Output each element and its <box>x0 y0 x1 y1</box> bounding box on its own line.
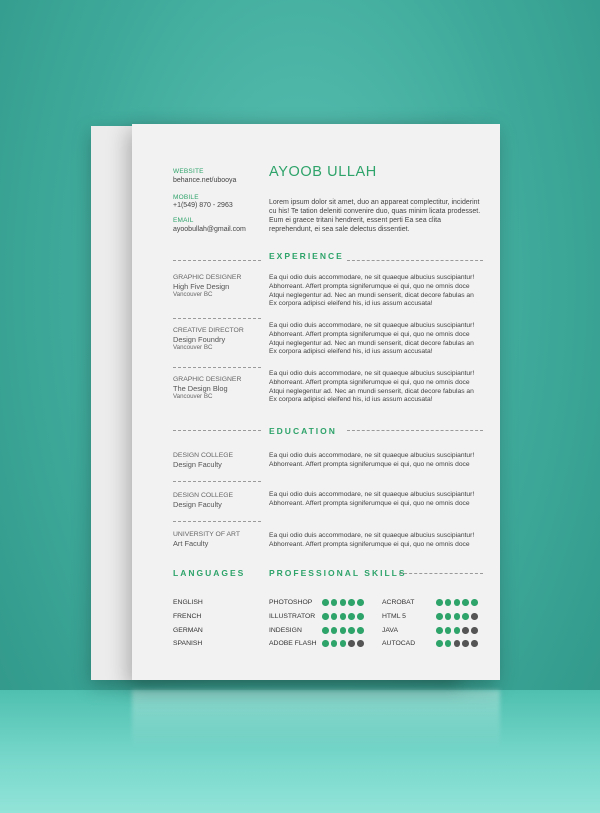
faculty-name: Design Faculty <box>173 460 222 469</box>
rating-dot-filled <box>340 613 347 620</box>
experience-item-2-desc: Ea qui odio duis accommodare, ne sit quaeque albucius suscipiantur! Abhorreant. Affert prompta signiferumque ei qui, quo ne omnis doce Atqui neglegentur ad. Nec an mundi senserit, dicat decore fabulas an Ex corpora adipisci eleifend his, id ius assum accusata! <box>269 322 475 356</box>
skills-rule <box>399 573 483 574</box>
language-item: SPANISH <box>173 640 203 647</box>
rating-dot-filled <box>445 599 452 606</box>
skill-rating <box>436 640 478 647</box>
skill-rating <box>322 613 364 620</box>
experience-item-3-desc: Ea qui odio duis accommodare, ne sit quaeque albucius suscipiantur! Abhorreant. Affert prompta signiferumque ei qui, quo ne omnis doce Atqui neglegentur ad. Nec an mundi senserit, dicat decore fabulas an Ex corpora adipisci eleifend his, id ius assum accusata! <box>269 370 475 404</box>
experience-divider-2 <box>173 367 261 368</box>
languages-heading: LANGUAGES <box>173 568 246 578</box>
faculty-name: Design Faculty <box>173 500 222 509</box>
education-item-1-desc: Ea qui odio duis accommodare, ne sit quaeque albucius suscipiantur! Abhorreant. Affert prompta signiferumque ei qui, quo ne omnis doce <box>269 452 475 468</box>
rating-dot-filled <box>436 613 443 620</box>
education-item-2-meta <box>173 491 263 509</box>
education-rule-right <box>347 430 483 431</box>
faculty-name: Art Faculty <box>173 539 209 548</box>
website-label: WEBSITE <box>173 168 204 175</box>
skill-name: HTML 5 <box>382 613 406 620</box>
rating-dot-filled <box>445 640 452 647</box>
rating-dot-filled <box>340 640 347 647</box>
skill-name: PHOTOSHOP <box>269 599 313 606</box>
rating-dot-empty <box>471 613 478 620</box>
rating-dot-empty <box>348 640 355 647</box>
job-title: GRAPHIC DESIGNER <box>173 376 242 383</box>
rating-dot-filled <box>322 613 329 620</box>
rating-dot-filled <box>331 599 338 606</box>
mobile-label: MOBILE <box>173 194 199 201</box>
rating-dot-filled <box>436 599 443 606</box>
education-item-2-desc: Ea qui odio duis accommodare, ne sit quaeque albucius suscipiantur! Abhorreant. Affert prompta signiferumque ei qui, quo ne omnis doce <box>269 491 475 507</box>
language-item: FRENCH <box>173 613 202 620</box>
rating-dot-filled <box>445 627 452 634</box>
rating-dot-filled <box>322 640 329 647</box>
skill-name: JAVA <box>382 627 398 634</box>
job-location: Vancouver BC <box>173 393 213 400</box>
experience-heading: EXPERIENCE <box>269 251 344 261</box>
skill-rating <box>436 627 478 634</box>
rating-dot-filled <box>462 599 469 606</box>
rating-dot-filled <box>462 613 469 620</box>
school-name: DESIGN COLLEGE <box>173 492 234 499</box>
job-location: Vancouver BC <box>173 291 213 298</box>
rating-dot-empty <box>357 640 364 647</box>
school-name: UNIVERSITY OF ART <box>173 531 240 538</box>
skill-name: AUTOCAD <box>382 640 416 647</box>
skill-rating <box>322 627 364 634</box>
rating-dot-filled <box>322 599 329 606</box>
education-item-3-desc: Ea qui odio duis accommodare, ne sit quaeque albucius suscipiantur! Abhorreant. Affert prompta signiferumque ei qui, quo ne omnis doce <box>269 532 475 548</box>
rating-dot-filled <box>454 613 461 620</box>
job-title: CREATIVE DIRECTOR <box>173 327 244 334</box>
rating-dot-empty <box>471 640 478 647</box>
skill-rating <box>436 599 478 606</box>
education-item-3-meta <box>173 530 263 548</box>
language-item: ENGLISH <box>173 599 203 606</box>
experience-item-2-meta <box>173 326 263 352</box>
job-company: Design Foundry <box>173 335 226 344</box>
rating-dot-filled <box>357 613 364 620</box>
skill-name: ACROBAT <box>382 599 415 606</box>
rating-dot-filled <box>454 627 461 634</box>
experience-divider-1 <box>173 318 261 319</box>
rating-dot-filled <box>436 627 443 634</box>
mobile-value: +1(549) 870 - 2963 <box>173 202 233 209</box>
education-heading: EDUCATION <box>269 426 337 436</box>
job-location: Vancouver BC <box>173 344 213 351</box>
education-divider-2 <box>173 521 261 522</box>
rating-dot-filled <box>436 640 443 647</box>
rating-dot-filled <box>445 613 452 620</box>
rating-dot-filled <box>454 599 461 606</box>
rating-dot-filled <box>331 627 338 634</box>
skills-heading: PROFESSIONAL SKILLS <box>269 568 407 578</box>
email-label: EMAIL <box>173 217 194 224</box>
rating-dot-filled <box>348 599 355 606</box>
skill-rating <box>322 640 364 647</box>
rating-dot-filled <box>331 640 338 647</box>
job-title: GRAPHIC DESIGNER <box>173 274 242 281</box>
resume-name: AYOOB ULLAH <box>269 164 377 180</box>
language-item: GERMAN <box>173 627 203 634</box>
education-divider-1 <box>173 481 261 482</box>
job-company: The Design Blog <box>173 384 228 393</box>
rating-dot-filled <box>322 627 329 634</box>
education-rule-left <box>173 430 261 431</box>
website-value[interactable]: behance.net/ubooya <box>173 177 237 184</box>
school-name: DESIGN COLLEGE <box>173 452 234 459</box>
experience-rule-right <box>347 260 483 261</box>
experience-item-1-desc: Ea qui odio duis accommodare, ne sit quaeque albucius suscipiantur! Abhorreant. Affert prompta signiferumque ei qui, quo ne omnis doce Atqui neglegentur ad. Nec an mundi senserit, dicat decore fabulas an Ex corpora adipisci eleifend his, id ius assum accusata! <box>269 274 475 308</box>
rating-dot-filled <box>357 627 364 634</box>
rating-dot-empty <box>471 627 478 634</box>
job-company: High Five Design <box>173 282 230 291</box>
experience-rule-left <box>173 260 261 261</box>
intro-paragraph: Lorem ipsum dolor sit amet, duo an appareat complectitur, inciderint cu his! Te tation deleniti convenire duo, quas minim licata prodesset. Eum ei graece tritani hendrerit, essent perti Ea sea clita reprehendunt, ei sea sale delectus dissentiet. <box>269 199 481 233</box>
rating-dot-filled <box>357 599 364 606</box>
skill-rating <box>436 613 478 620</box>
experience-item-3-meta <box>173 375 263 401</box>
skill-name: ILLUSTRATOR <box>269 613 316 620</box>
rating-dot-empty <box>462 627 469 634</box>
education-item-1-meta <box>173 451 263 469</box>
paper-reflection <box>132 690 500 750</box>
rating-dot-filled <box>340 627 347 634</box>
skill-name: ADOBE FLASH <box>269 640 317 647</box>
rating-dot-empty <box>462 640 469 647</box>
rating-dot-empty <box>454 640 461 647</box>
skill-name: INDESIGN <box>269 627 302 634</box>
rating-dot-filled <box>340 599 347 606</box>
email-value[interactable]: ayoobullah@gmail.com <box>173 226 246 233</box>
rating-dot-filled <box>331 613 338 620</box>
rating-dot-filled <box>348 613 355 620</box>
experience-item-1-meta <box>173 273 263 299</box>
skill-rating <box>322 599 364 606</box>
rating-dot-filled <box>471 599 478 606</box>
resume-sheet <box>132 124 500 680</box>
rating-dot-filled <box>348 627 355 634</box>
